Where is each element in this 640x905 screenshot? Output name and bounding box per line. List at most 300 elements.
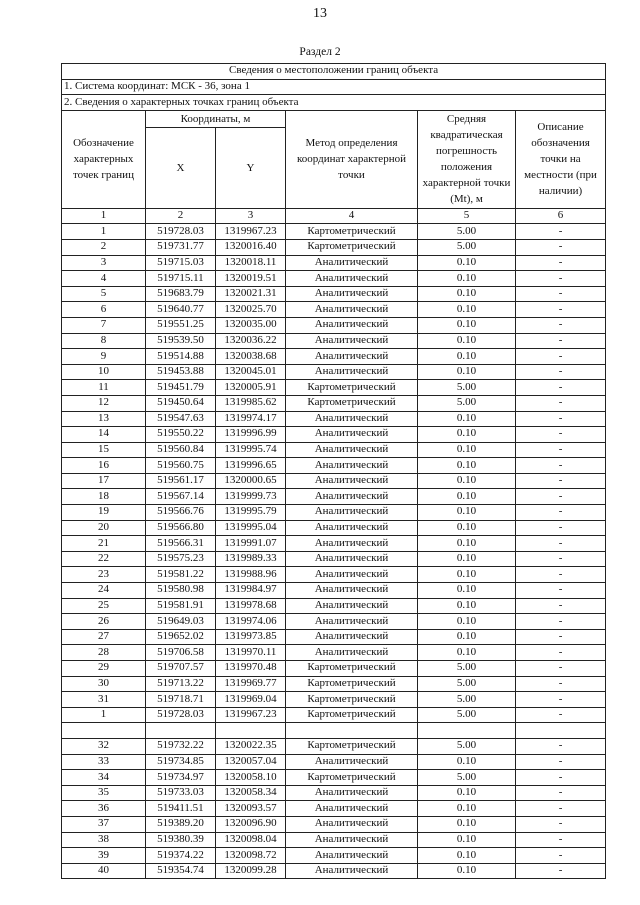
error-cell: 5.00 bbox=[418, 395, 516, 411]
method-cell: Аналитический bbox=[286, 302, 418, 318]
point-id-cell: 26 bbox=[62, 614, 146, 630]
error-cell: 5.00 bbox=[418, 707, 516, 723]
method-cell: Аналитический bbox=[286, 505, 418, 521]
column-number: 2 bbox=[146, 208, 216, 224]
x-coordinate-cell: 519450.64 bbox=[146, 395, 216, 411]
error-cell: 0.10 bbox=[418, 645, 516, 661]
y-coordinate-cell: 1319996.65 bbox=[216, 458, 286, 474]
description-cell: - bbox=[516, 489, 606, 505]
description-cell: - bbox=[516, 614, 606, 630]
table-row bbox=[62, 302, 606, 318]
method-cell: Аналитический bbox=[286, 816, 418, 832]
y-coordinate-cell: 1320038.68 bbox=[216, 349, 286, 365]
table-row bbox=[62, 317, 606, 333]
description-cell: - bbox=[516, 473, 606, 489]
x-coordinate-cell: 519380.39 bbox=[146, 832, 216, 848]
point-id-cell: 39 bbox=[62, 848, 146, 864]
method-cell: Аналитический bbox=[286, 754, 418, 770]
x-coordinate-cell: 519581.22 bbox=[146, 567, 216, 583]
y-coordinate-cell: 1320022.35 bbox=[216, 738, 286, 754]
y-coordinate-cell: 1320098.04 bbox=[216, 832, 286, 848]
table-row bbox=[62, 785, 606, 801]
x-coordinate-cell: 519560.75 bbox=[146, 458, 216, 474]
y-coordinate-cell: 1320096.90 bbox=[216, 816, 286, 832]
description-cell: - bbox=[516, 536, 606, 552]
error-cell: 0.10 bbox=[418, 286, 516, 302]
x-coordinate-cell: 519560.84 bbox=[146, 442, 216, 458]
method-cell: Аналитический bbox=[286, 286, 418, 302]
description-cell: - bbox=[516, 738, 606, 754]
error-cell: 0.10 bbox=[418, 520, 516, 536]
method-cell: Аналитический bbox=[286, 364, 418, 380]
x-coordinate-cell: 519451.79 bbox=[146, 380, 216, 396]
y-coordinate-cell: 1319970.48 bbox=[216, 661, 286, 677]
method-cell: Аналитический bbox=[286, 333, 418, 349]
table-row bbox=[62, 551, 606, 567]
table-row bbox=[62, 442, 606, 458]
x-coordinate-cell: 519539.50 bbox=[146, 333, 216, 349]
table-row bbox=[62, 832, 606, 848]
point-id-cell: 36 bbox=[62, 801, 146, 817]
error-cell: 0.10 bbox=[418, 583, 516, 599]
point-id-cell: 4 bbox=[62, 271, 146, 287]
point-id-cell: 22 bbox=[62, 551, 146, 567]
description-cell: - bbox=[516, 848, 606, 864]
point-id-cell: 30 bbox=[62, 676, 146, 692]
x-coordinate-cell: 519733.03 bbox=[146, 785, 216, 801]
error-cell: 0.10 bbox=[418, 505, 516, 521]
y-coordinate-cell: 1320016.40 bbox=[216, 239, 286, 255]
x-coordinate-cell: 519734.85 bbox=[146, 754, 216, 770]
description-cell: - bbox=[516, 364, 606, 380]
column-number-row bbox=[62, 208, 606, 224]
point-id-cell: 2 bbox=[62, 239, 146, 255]
x-coordinate-cell: 519566.76 bbox=[146, 505, 216, 521]
error-cell: 0.10 bbox=[418, 364, 516, 380]
error-cell: 0.10 bbox=[418, 333, 516, 349]
method-cell: Аналитический bbox=[286, 567, 418, 583]
description-cell: - bbox=[516, 629, 606, 645]
y-coordinate-cell: 1319984.97 bbox=[216, 583, 286, 599]
column-number: 5 bbox=[418, 208, 516, 224]
column-number: 1 bbox=[62, 208, 146, 224]
x-coordinate-cell: 519374.22 bbox=[146, 848, 216, 864]
table-row bbox=[62, 458, 606, 474]
error-cell: 0.10 bbox=[418, 614, 516, 630]
method-cell: Аналитический bbox=[286, 536, 418, 552]
error-cell: 0.10 bbox=[418, 473, 516, 489]
table-row bbox=[62, 629, 606, 645]
method-cell: Аналитический bbox=[286, 442, 418, 458]
method-cell: Аналитический bbox=[286, 801, 418, 817]
description-cell: - bbox=[516, 505, 606, 521]
error-cell: 0.10 bbox=[418, 536, 516, 552]
error-cell: 5.00 bbox=[418, 239, 516, 255]
point-id-cell: 3 bbox=[62, 255, 146, 271]
x-coordinate-cell bbox=[146, 723, 216, 739]
y-coordinate-cell: 1319985.62 bbox=[216, 395, 286, 411]
y-coordinate-cell: 1319995.79 bbox=[216, 505, 286, 521]
error-cell: 0.10 bbox=[418, 255, 516, 271]
table-row bbox=[62, 333, 606, 349]
point-id-cell: 21 bbox=[62, 536, 146, 552]
table-row bbox=[62, 380, 606, 396]
error-cell: 5.00 bbox=[418, 224, 516, 240]
table-row bbox=[62, 349, 606, 365]
y-coordinate-cell: 1320058.10 bbox=[216, 770, 286, 786]
error-cell: 0.10 bbox=[418, 349, 516, 365]
x-coordinate-cell: 519652.02 bbox=[146, 629, 216, 645]
method-cell: Картометрический bbox=[286, 224, 418, 240]
table-row bbox=[62, 567, 606, 583]
table-row bbox=[62, 255, 606, 271]
description-cell: - bbox=[516, 442, 606, 458]
description-cell bbox=[516, 723, 606, 739]
x-coordinate-cell: 519715.03 bbox=[146, 255, 216, 271]
point-id-cell: 17 bbox=[62, 473, 146, 489]
y-coordinate-cell: 1320021.31 bbox=[216, 286, 286, 302]
x-coordinate-cell: 519575.23 bbox=[146, 551, 216, 567]
description-cell: - bbox=[516, 692, 606, 708]
table-row bbox=[62, 754, 606, 770]
method-cell: Картометрический bbox=[286, 239, 418, 255]
description-cell: - bbox=[516, 816, 606, 832]
x-coordinate-cell: 519547.63 bbox=[146, 411, 216, 427]
point-id-cell bbox=[62, 723, 146, 739]
point-id-cell: 25 bbox=[62, 598, 146, 614]
method-cell: Аналитический bbox=[286, 785, 418, 801]
error-cell: 0.10 bbox=[418, 848, 516, 864]
table-row bbox=[62, 364, 606, 380]
method-cell: Аналитический bbox=[286, 583, 418, 599]
error-cell: 5.00 bbox=[418, 661, 516, 677]
x-coordinate-cell: 519649.03 bbox=[146, 614, 216, 630]
method-cell: Аналитический bbox=[286, 863, 418, 879]
x-coordinate-cell: 519734.97 bbox=[146, 770, 216, 786]
method-cell: Аналитический bbox=[286, 317, 418, 333]
x-coordinate-cell: 519566.31 bbox=[146, 536, 216, 552]
header-x: X bbox=[146, 127, 216, 208]
error-cell: 0.10 bbox=[418, 551, 516, 567]
y-coordinate-cell bbox=[216, 723, 286, 739]
x-coordinate-cell: 519731.77 bbox=[146, 239, 216, 255]
method-cell: Аналитический bbox=[286, 427, 418, 443]
point-id-cell: 38 bbox=[62, 832, 146, 848]
x-coordinate-cell: 519551.25 bbox=[146, 317, 216, 333]
method-cell: Картометрический bbox=[286, 770, 418, 786]
error-cell: 0.10 bbox=[418, 754, 516, 770]
y-coordinate-cell: 1320045.01 bbox=[216, 364, 286, 380]
error-cell: 0.10 bbox=[418, 458, 516, 474]
header-error: Средняя квадратическая погрешность положения характерной точки (Mt), м bbox=[418, 110, 516, 208]
method-cell: Картометрический bbox=[286, 692, 418, 708]
method-cell: Картометрический bbox=[286, 707, 418, 723]
y-coordinate-cell: 1320058.34 bbox=[216, 785, 286, 801]
table-row bbox=[62, 614, 606, 630]
method-cell: Картометрический bbox=[286, 380, 418, 396]
table-row bbox=[62, 583, 606, 599]
table-row bbox=[62, 271, 606, 287]
point-id-cell: 34 bbox=[62, 770, 146, 786]
description-cell: - bbox=[516, 411, 606, 427]
x-coordinate-cell: 519411.51 bbox=[146, 801, 216, 817]
table-row bbox=[62, 707, 606, 723]
point-id-cell: 37 bbox=[62, 816, 146, 832]
method-cell: Аналитический bbox=[286, 271, 418, 287]
method-cell: Аналитический bbox=[286, 473, 418, 489]
x-coordinate-cell: 519453.88 bbox=[146, 364, 216, 380]
y-coordinate-cell: 1320005.91 bbox=[216, 380, 286, 396]
method-cell: Картометрический bbox=[286, 395, 418, 411]
table-row bbox=[62, 816, 606, 832]
point-id-cell: 5 bbox=[62, 286, 146, 302]
y-coordinate-cell: 1319967.23 bbox=[216, 707, 286, 723]
description-cell: - bbox=[516, 286, 606, 302]
point-id-cell: 18 bbox=[62, 489, 146, 505]
description-cell: - bbox=[516, 380, 606, 396]
method-cell: Аналитический bbox=[286, 255, 418, 271]
x-coordinate-cell: 519640.77 bbox=[146, 302, 216, 318]
error-cell: 0.10 bbox=[418, 567, 516, 583]
y-coordinate-cell: 1319989.33 bbox=[216, 551, 286, 567]
error-cell: 0.10 bbox=[418, 489, 516, 505]
table-row bbox=[62, 738, 606, 754]
description-cell: - bbox=[516, 754, 606, 770]
point-id-cell: 1 bbox=[62, 224, 146, 240]
y-coordinate-cell: 1320000.65 bbox=[216, 473, 286, 489]
point-id-cell: 6 bbox=[62, 302, 146, 318]
x-coordinate-cell: 519389.20 bbox=[146, 816, 216, 832]
points-section-title: 2. Сведения о характерных точках границ объекта bbox=[62, 95, 606, 111]
header-designation: Обозначение характерных точек границ bbox=[62, 110, 146, 208]
method-cell: Аналитический bbox=[286, 598, 418, 614]
table-row bbox=[62, 536, 606, 552]
method-cell: Аналитический bbox=[286, 629, 418, 645]
error-cell: 0.10 bbox=[418, 863, 516, 879]
x-coordinate-cell: 519718.71 bbox=[146, 692, 216, 708]
x-coordinate-cell: 519567.14 bbox=[146, 489, 216, 505]
y-coordinate-cell: 1320093.57 bbox=[216, 801, 286, 817]
y-coordinate-cell: 1319967.23 bbox=[216, 224, 286, 240]
table-row bbox=[62, 520, 606, 536]
description-cell: - bbox=[516, 551, 606, 567]
y-coordinate-cell: 1320025.70 bbox=[216, 302, 286, 318]
table-row bbox=[62, 224, 606, 240]
error-cell: 0.10 bbox=[418, 816, 516, 832]
point-id-cell: 8 bbox=[62, 333, 146, 349]
table-row bbox=[62, 770, 606, 786]
x-coordinate-cell: 519715.11 bbox=[146, 271, 216, 287]
error-cell bbox=[418, 723, 516, 739]
point-id-cell: 14 bbox=[62, 427, 146, 443]
point-id-cell: 24 bbox=[62, 583, 146, 599]
y-coordinate-cell: 1319999.73 bbox=[216, 489, 286, 505]
y-coordinate-cell: 1320018.11 bbox=[216, 255, 286, 271]
x-coordinate-cell: 519581.91 bbox=[146, 598, 216, 614]
section-title: Раздел 2 bbox=[299, 46, 341, 58]
y-coordinate-cell: 1319969.04 bbox=[216, 692, 286, 708]
y-coordinate-cell: 1319988.96 bbox=[216, 567, 286, 583]
error-cell: 0.10 bbox=[418, 785, 516, 801]
description-cell: - bbox=[516, 395, 606, 411]
point-id-cell: 32 bbox=[62, 738, 146, 754]
error-cell: 0.10 bbox=[418, 302, 516, 318]
point-id-cell: 10 bbox=[62, 364, 146, 380]
table-row bbox=[62, 863, 606, 879]
point-id-cell: 20 bbox=[62, 520, 146, 536]
y-coordinate-cell: 1319970.11 bbox=[216, 645, 286, 661]
table-row bbox=[62, 598, 606, 614]
point-id-cell: 19 bbox=[62, 505, 146, 521]
description-cell: - bbox=[516, 302, 606, 318]
x-coordinate-cell: 519354.74 bbox=[146, 863, 216, 879]
y-coordinate-cell: 1319973.85 bbox=[216, 629, 286, 645]
x-coordinate-cell: 519728.03 bbox=[146, 707, 216, 723]
point-id-cell: 15 bbox=[62, 442, 146, 458]
column-number: 3 bbox=[216, 208, 286, 224]
method-cell: Аналитический bbox=[286, 489, 418, 505]
y-coordinate-cell: 1319974.17 bbox=[216, 411, 286, 427]
error-cell: 0.10 bbox=[418, 317, 516, 333]
description-cell: - bbox=[516, 801, 606, 817]
description-cell: - bbox=[516, 707, 606, 723]
description-cell: - bbox=[516, 770, 606, 786]
point-id-cell: 12 bbox=[62, 395, 146, 411]
point-id-cell: 31 bbox=[62, 692, 146, 708]
table-row bbox=[62, 395, 606, 411]
table-row bbox=[62, 848, 606, 864]
method-cell: Картометрический bbox=[286, 661, 418, 677]
description-cell: - bbox=[516, 239, 606, 255]
y-coordinate-cell: 1320035.00 bbox=[216, 317, 286, 333]
table-row bbox=[62, 411, 606, 427]
x-coordinate-cell: 519732.22 bbox=[146, 738, 216, 754]
column-number: 6 bbox=[516, 208, 606, 224]
description-cell: - bbox=[516, 785, 606, 801]
header-description: Описание обозначения точки на местности (при наличии) bbox=[516, 110, 606, 208]
point-id-cell: 33 bbox=[62, 754, 146, 770]
point-id-cell: 7 bbox=[62, 317, 146, 333]
description-cell: - bbox=[516, 676, 606, 692]
table-row bbox=[62, 723, 606, 739]
description-cell: - bbox=[516, 255, 606, 271]
description-cell: - bbox=[516, 317, 606, 333]
error-cell: 0.10 bbox=[418, 442, 516, 458]
method-cell: Аналитический bbox=[286, 411, 418, 427]
page-number: 13 bbox=[313, 6, 327, 21]
point-id-cell: 16 bbox=[62, 458, 146, 474]
y-coordinate-cell: 1319996.99 bbox=[216, 427, 286, 443]
error-cell: 0.10 bbox=[418, 832, 516, 848]
coordinate-system: 1. Система координат: МСК - 36, зона 1 bbox=[62, 79, 606, 95]
error-cell: 0.10 bbox=[418, 271, 516, 287]
description-cell: - bbox=[516, 520, 606, 536]
method-cell: Аналитический bbox=[286, 645, 418, 661]
description-cell: - bbox=[516, 271, 606, 287]
x-coordinate-cell: 519580.98 bbox=[146, 583, 216, 599]
description-cell: - bbox=[516, 224, 606, 240]
boundary-points-table bbox=[61, 63, 606, 879]
y-coordinate-cell: 1319978.68 bbox=[216, 598, 286, 614]
table-row bbox=[62, 427, 606, 443]
x-coordinate-cell: 519566.80 bbox=[146, 520, 216, 536]
point-id-cell: 29 bbox=[62, 661, 146, 677]
table-row bbox=[62, 505, 606, 521]
point-id-cell: 9 bbox=[62, 349, 146, 365]
method-cell: Аналитический bbox=[286, 848, 418, 864]
header-method: Метод определения координат характерной точки bbox=[286, 110, 418, 208]
y-coordinate-cell: 1320098.72 bbox=[216, 848, 286, 864]
table-row bbox=[62, 239, 606, 255]
table-row bbox=[62, 489, 606, 505]
method-cell: Аналитический bbox=[286, 832, 418, 848]
y-coordinate-cell: 1319969.77 bbox=[216, 676, 286, 692]
error-cell: 5.00 bbox=[418, 692, 516, 708]
method-cell: Аналитический bbox=[286, 551, 418, 567]
error-cell: 5.00 bbox=[418, 770, 516, 786]
point-id-cell: 11 bbox=[62, 380, 146, 396]
point-id-cell: 1 bbox=[62, 707, 146, 723]
table-row bbox=[62, 286, 606, 302]
description-cell: - bbox=[516, 567, 606, 583]
method-cell: Картометрический bbox=[286, 738, 418, 754]
y-coordinate-cell: 1319995.74 bbox=[216, 442, 286, 458]
error-cell: 5.00 bbox=[418, 738, 516, 754]
error-cell: 0.10 bbox=[418, 427, 516, 443]
method-cell: Аналитический bbox=[286, 458, 418, 474]
description-cell: - bbox=[516, 661, 606, 677]
y-coordinate-cell: 1320019.51 bbox=[216, 271, 286, 287]
point-id-cell: 40 bbox=[62, 863, 146, 879]
error-cell: 0.10 bbox=[418, 598, 516, 614]
x-coordinate-cell: 519713.22 bbox=[146, 676, 216, 692]
y-coordinate-cell: 1319995.04 bbox=[216, 520, 286, 536]
x-coordinate-cell: 519707.57 bbox=[146, 661, 216, 677]
table-row bbox=[62, 473, 606, 489]
point-id-cell: 35 bbox=[62, 785, 146, 801]
description-cell: - bbox=[516, 583, 606, 599]
header-y: Y bbox=[216, 127, 286, 208]
x-coordinate-cell: 519561.17 bbox=[146, 473, 216, 489]
description-cell: - bbox=[516, 333, 606, 349]
table-row bbox=[62, 661, 606, 677]
table-row bbox=[62, 676, 606, 692]
error-cell: 5.00 bbox=[418, 676, 516, 692]
x-coordinate-cell: 519683.79 bbox=[146, 286, 216, 302]
description-cell: - bbox=[516, 645, 606, 661]
method-cell: Аналитический bbox=[286, 520, 418, 536]
description-cell: - bbox=[516, 832, 606, 848]
error-cell: 0.10 bbox=[418, 801, 516, 817]
method-cell bbox=[286, 723, 418, 739]
table-title: Сведения о местоположении границ объекта bbox=[62, 64, 606, 80]
method-cell: Аналитический bbox=[286, 349, 418, 365]
table-row bbox=[62, 645, 606, 661]
point-id-cell: 28 bbox=[62, 645, 146, 661]
description-cell: - bbox=[516, 458, 606, 474]
x-coordinate-cell: 519550.22 bbox=[146, 427, 216, 443]
x-coordinate-cell: 519728.03 bbox=[146, 224, 216, 240]
y-coordinate-cell: 1319991.07 bbox=[216, 536, 286, 552]
point-id-cell: 23 bbox=[62, 567, 146, 583]
error-cell: 0.10 bbox=[418, 411, 516, 427]
header-coordinates: Координаты, м bbox=[146, 110, 286, 127]
y-coordinate-cell: 1319974.06 bbox=[216, 614, 286, 630]
y-coordinate-cell: 1320057.04 bbox=[216, 754, 286, 770]
method-cell: Картометрический bbox=[286, 676, 418, 692]
point-id-cell: 27 bbox=[62, 629, 146, 645]
x-coordinate-cell: 519514.88 bbox=[146, 349, 216, 365]
